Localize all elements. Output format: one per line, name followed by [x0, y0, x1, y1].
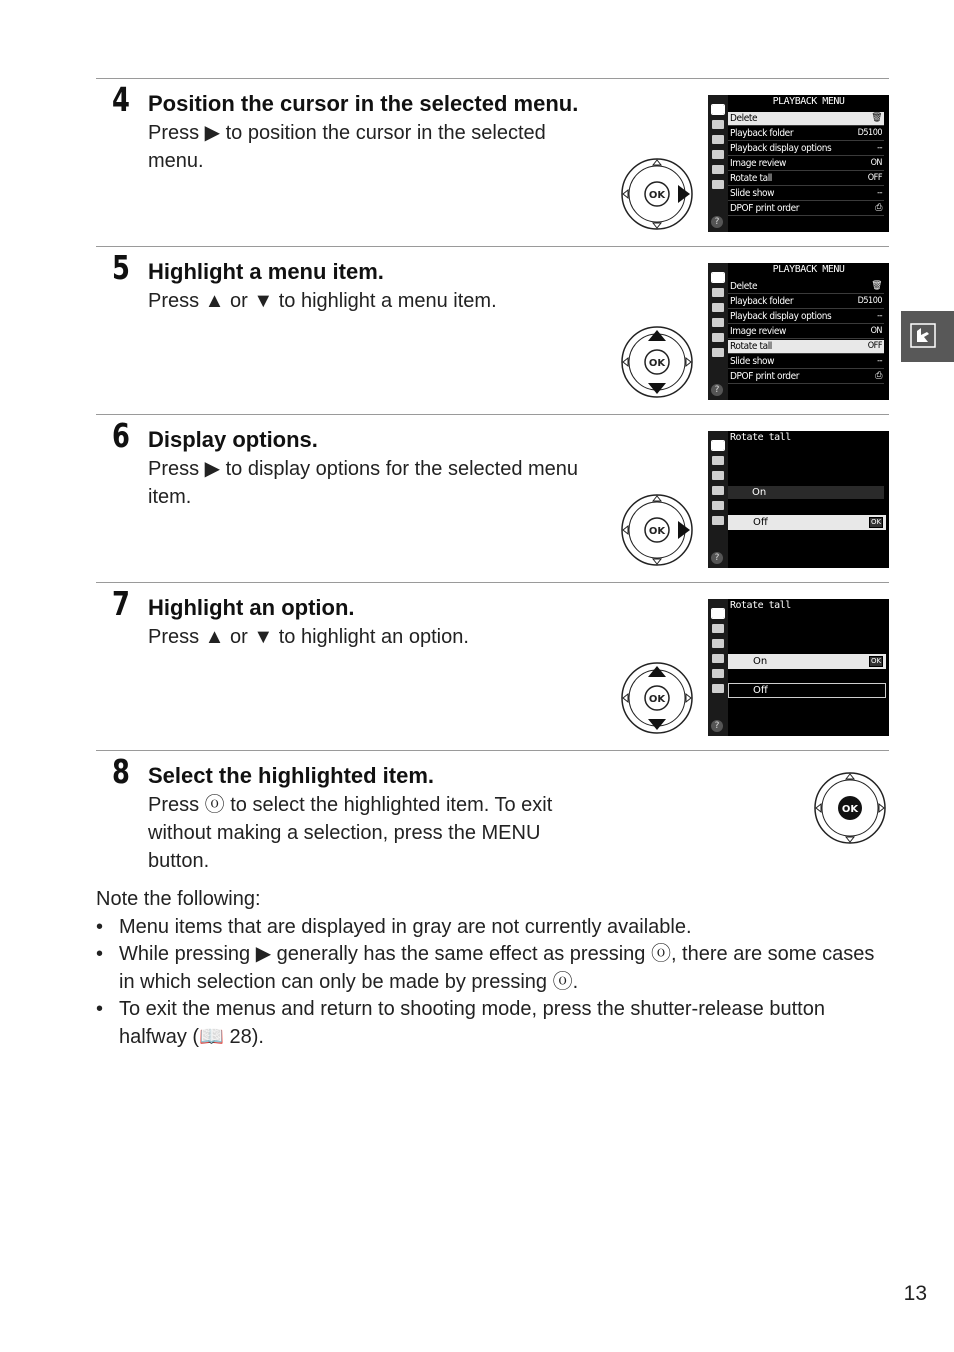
- option-label: On: [753, 656, 768, 667]
- menu-item-value: --: [877, 311, 882, 321]
- note-item: • To exit the menus and return to shooting mode, press the shutter-release button halfway (📖 28).: [96, 996, 886, 1051]
- step-number: 5: [112, 248, 130, 287]
- recent-settings-tab-icon: [712, 180, 724, 189]
- custom-settings-tab-icon: [712, 639, 724, 648]
- menu-item-value: ON: [870, 158, 882, 168]
- menu-item: [728, 127, 884, 141]
- step-description: [148, 119, 546, 175]
- description-line: without making a selection, press the MENU: [148, 822, 541, 844]
- menu-item-value: --: [877, 188, 882, 198]
- note-item: • Menu items that are displayed in gray are not currently available.: [96, 914, 886, 942]
- option-label: Off: [753, 685, 768, 696]
- menu-item-label: Playback display options: [730, 311, 832, 322]
- description-line: Press ▶ to position the cursor in the selected: [148, 122, 546, 144]
- step-title: Select the highlighted item.: [148, 763, 435, 788]
- multi-selector-icon: [620, 661, 694, 735]
- multi-selector-icon: [813, 771, 887, 845]
- custom-settings-tab-icon: [712, 303, 724, 312]
- setup-tab-icon: [712, 150, 724, 159]
- menu-item-value: 🗑: [871, 281, 882, 291]
- recent-settings-tab-icon: [712, 348, 724, 357]
- shooting-tab-icon: [712, 288, 724, 297]
- menu-item: [728, 280, 884, 294]
- shooting-tab-icon: [712, 624, 724, 633]
- menu-item: [728, 340, 884, 354]
- menu-item: [728, 172, 884, 186]
- option-item: [728, 683, 886, 698]
- playback-tab-icon: [712, 105, 724, 114]
- description-line: menu.: [148, 150, 204, 172]
- description-line: Press ▲ or ▼ to highlight an option.: [148, 626, 469, 648]
- multi-selector: [620, 157, 694, 231]
- svg-text:OK: OK: [648, 694, 666, 705]
- shooting-tab-icon: [712, 120, 724, 129]
- menu-item-value: D5100: [857, 128, 882, 138]
- menu-item-label: Rotate tall: [730, 341, 772, 352]
- menu-item: [728, 142, 884, 156]
- menu-item-value: ⎙: [875, 371, 882, 381]
- help-icon: ?: [711, 384, 723, 396]
- menu-item-value: 🗑: [871, 113, 882, 123]
- menu-item: [728, 355, 884, 369]
- description-line: Press ▲ or ▼ to highlight a menu item.: [148, 290, 497, 312]
- screen-sidebar: [708, 431, 728, 568]
- multi-selector-icon: [620, 157, 694, 231]
- playback-tab-icon: [712, 441, 724, 450]
- option-label: On: [752, 487, 767, 498]
- option-item: [728, 515, 886, 530]
- step-6: [96, 414, 889, 583]
- step-5: [96, 246, 889, 415]
- step-number: 8: [112, 752, 130, 791]
- menu-item-value: OFF: [867, 341, 882, 351]
- step-4: [96, 78, 889, 247]
- setup-tab-icon: [712, 318, 724, 327]
- menu-item-value: ON: [870, 326, 882, 336]
- retouch-tab-icon: [712, 165, 724, 174]
- step-number: 7: [112, 584, 130, 623]
- step-7: [96, 582, 889, 751]
- svg-text:OK: OK: [648, 190, 666, 201]
- menu-item-label: Image review: [730, 158, 786, 169]
- menu-item-value: ⎙: [875, 203, 882, 213]
- page-number: 13: [903, 1282, 927, 1305]
- custom-settings-tab-icon: [712, 471, 724, 480]
- svg-text:OK: OK: [841, 804, 859, 815]
- screen-sidebar: [708, 263, 728, 400]
- step-title: Position the cursor in the selected menu.: [148, 91, 579, 116]
- menu-item-label: Image review: [730, 326, 786, 337]
- step-title: Highlight an option.: [148, 595, 355, 620]
- svg-text:OK: OK: [648, 358, 666, 369]
- option-item: [728, 486, 884, 499]
- menu-item-label: Playback display options: [730, 143, 832, 154]
- description-line: Press ⓞ to select the highlighted item. To exit: [148, 794, 553, 816]
- ok-badge-icon: OK: [870, 657, 882, 665]
- svg-text:OK: OK: [648, 526, 666, 537]
- ok-badge-icon: OK: [870, 518, 882, 526]
- menu-item-label: Delete: [730, 113, 758, 124]
- note-item: • While pressing ▶ generally has the same effect as pressing ⓞ, there are some cases in which selection can only be made by pressing ⓞ.: [96, 941, 886, 996]
- multi-selector-icon: [620, 325, 694, 399]
- notes-intro: Note the following:: [96, 888, 261, 910]
- menu-item-label: Playback folder: [730, 296, 794, 307]
- screen-header: PLAYBACK MENU: [772, 264, 845, 275]
- option-label: Off: [753, 517, 768, 528]
- help-icon: ?: [711, 552, 723, 564]
- help-icon: ?: [711, 216, 723, 228]
- menu-item-label: Rotate tall: [730, 173, 772, 184]
- setup-tab-icon: [712, 486, 724, 495]
- multi-selector: [620, 325, 694, 399]
- menu-item-label: Playback folder: [730, 128, 794, 139]
- setup-tab-icon: [712, 654, 724, 663]
- option-item: [728, 654, 886, 669]
- step-number: 6: [112, 416, 130, 455]
- screen-header: Rotate tall: [730, 600, 791, 611]
- chapter-tab: [901, 311, 954, 362]
- menu-item: [728, 370, 884, 384]
- step-description: [148, 287, 497, 315]
- description-line: button.: [148, 850, 210, 872]
- menu-item-value: D5100: [857, 296, 882, 306]
- menu-item-value: --: [877, 356, 882, 366]
- menu-item-label: DPOF print order: [730, 371, 800, 382]
- camera-screen: [708, 599, 889, 736]
- menu-item: [728, 157, 884, 171]
- recent-settings-tab-icon: [712, 684, 724, 693]
- menu-item: [728, 112, 884, 126]
- screen-sidebar: [708, 95, 728, 232]
- menu-item-label: Delete: [730, 281, 758, 292]
- menu-item: [728, 325, 884, 339]
- step-description: [148, 455, 578, 511]
- menu-guide-icon: [910, 323, 936, 348]
- step-title: Highlight a menu item.: [148, 259, 384, 284]
- camera-screen: [708, 95, 889, 232]
- multi-selector: [620, 493, 694, 567]
- menu-item: [728, 187, 884, 201]
- retouch-tab-icon: [712, 501, 724, 510]
- shooting-tab-icon: [712, 456, 724, 465]
- help-icon: ?: [711, 720, 723, 732]
- camera-screen: [708, 431, 889, 568]
- multi-selector: [620, 661, 694, 735]
- screen-header: Rotate tall: [730, 432, 791, 443]
- notes-list: [96, 914, 886, 1052]
- step-description: [148, 623, 469, 651]
- custom-settings-tab-icon: [712, 135, 724, 144]
- step-description: [148, 791, 552, 875]
- menu-item: [728, 202, 884, 216]
- multi-selector-icon: [620, 493, 694, 567]
- description-line: Press ▶ to display options for the selected menu: [148, 458, 579, 480]
- camera-screen: [708, 263, 889, 400]
- playback-tab-icon: [712, 609, 724, 618]
- step-number: 4: [112, 80, 130, 119]
- description-line: item.: [148, 486, 192, 508]
- menu-item-label: DPOF print order: [730, 203, 800, 214]
- menu-item: [728, 295, 884, 309]
- step-8: [96, 750, 889, 881]
- screen-header: PLAYBACK MENU: [772, 96, 845, 107]
- menu-item: [728, 310, 884, 324]
- menu-item-label: Slide show: [730, 188, 775, 199]
- menu-item-value: OFF: [867, 173, 882, 183]
- step-title: Display options.: [148, 427, 318, 452]
- retouch-tab-icon: [712, 333, 724, 342]
- menu-item-label: Slide show: [730, 356, 775, 367]
- multi-selector: [813, 771, 887, 845]
- screen-sidebar: [708, 599, 728, 736]
- recent-settings-tab-icon: [712, 516, 724, 525]
- menu-item-value: --: [877, 143, 882, 153]
- retouch-tab-icon: [712, 669, 724, 678]
- notes-section: [96, 886, 886, 1051]
- playback-tab-icon: [712, 273, 724, 282]
